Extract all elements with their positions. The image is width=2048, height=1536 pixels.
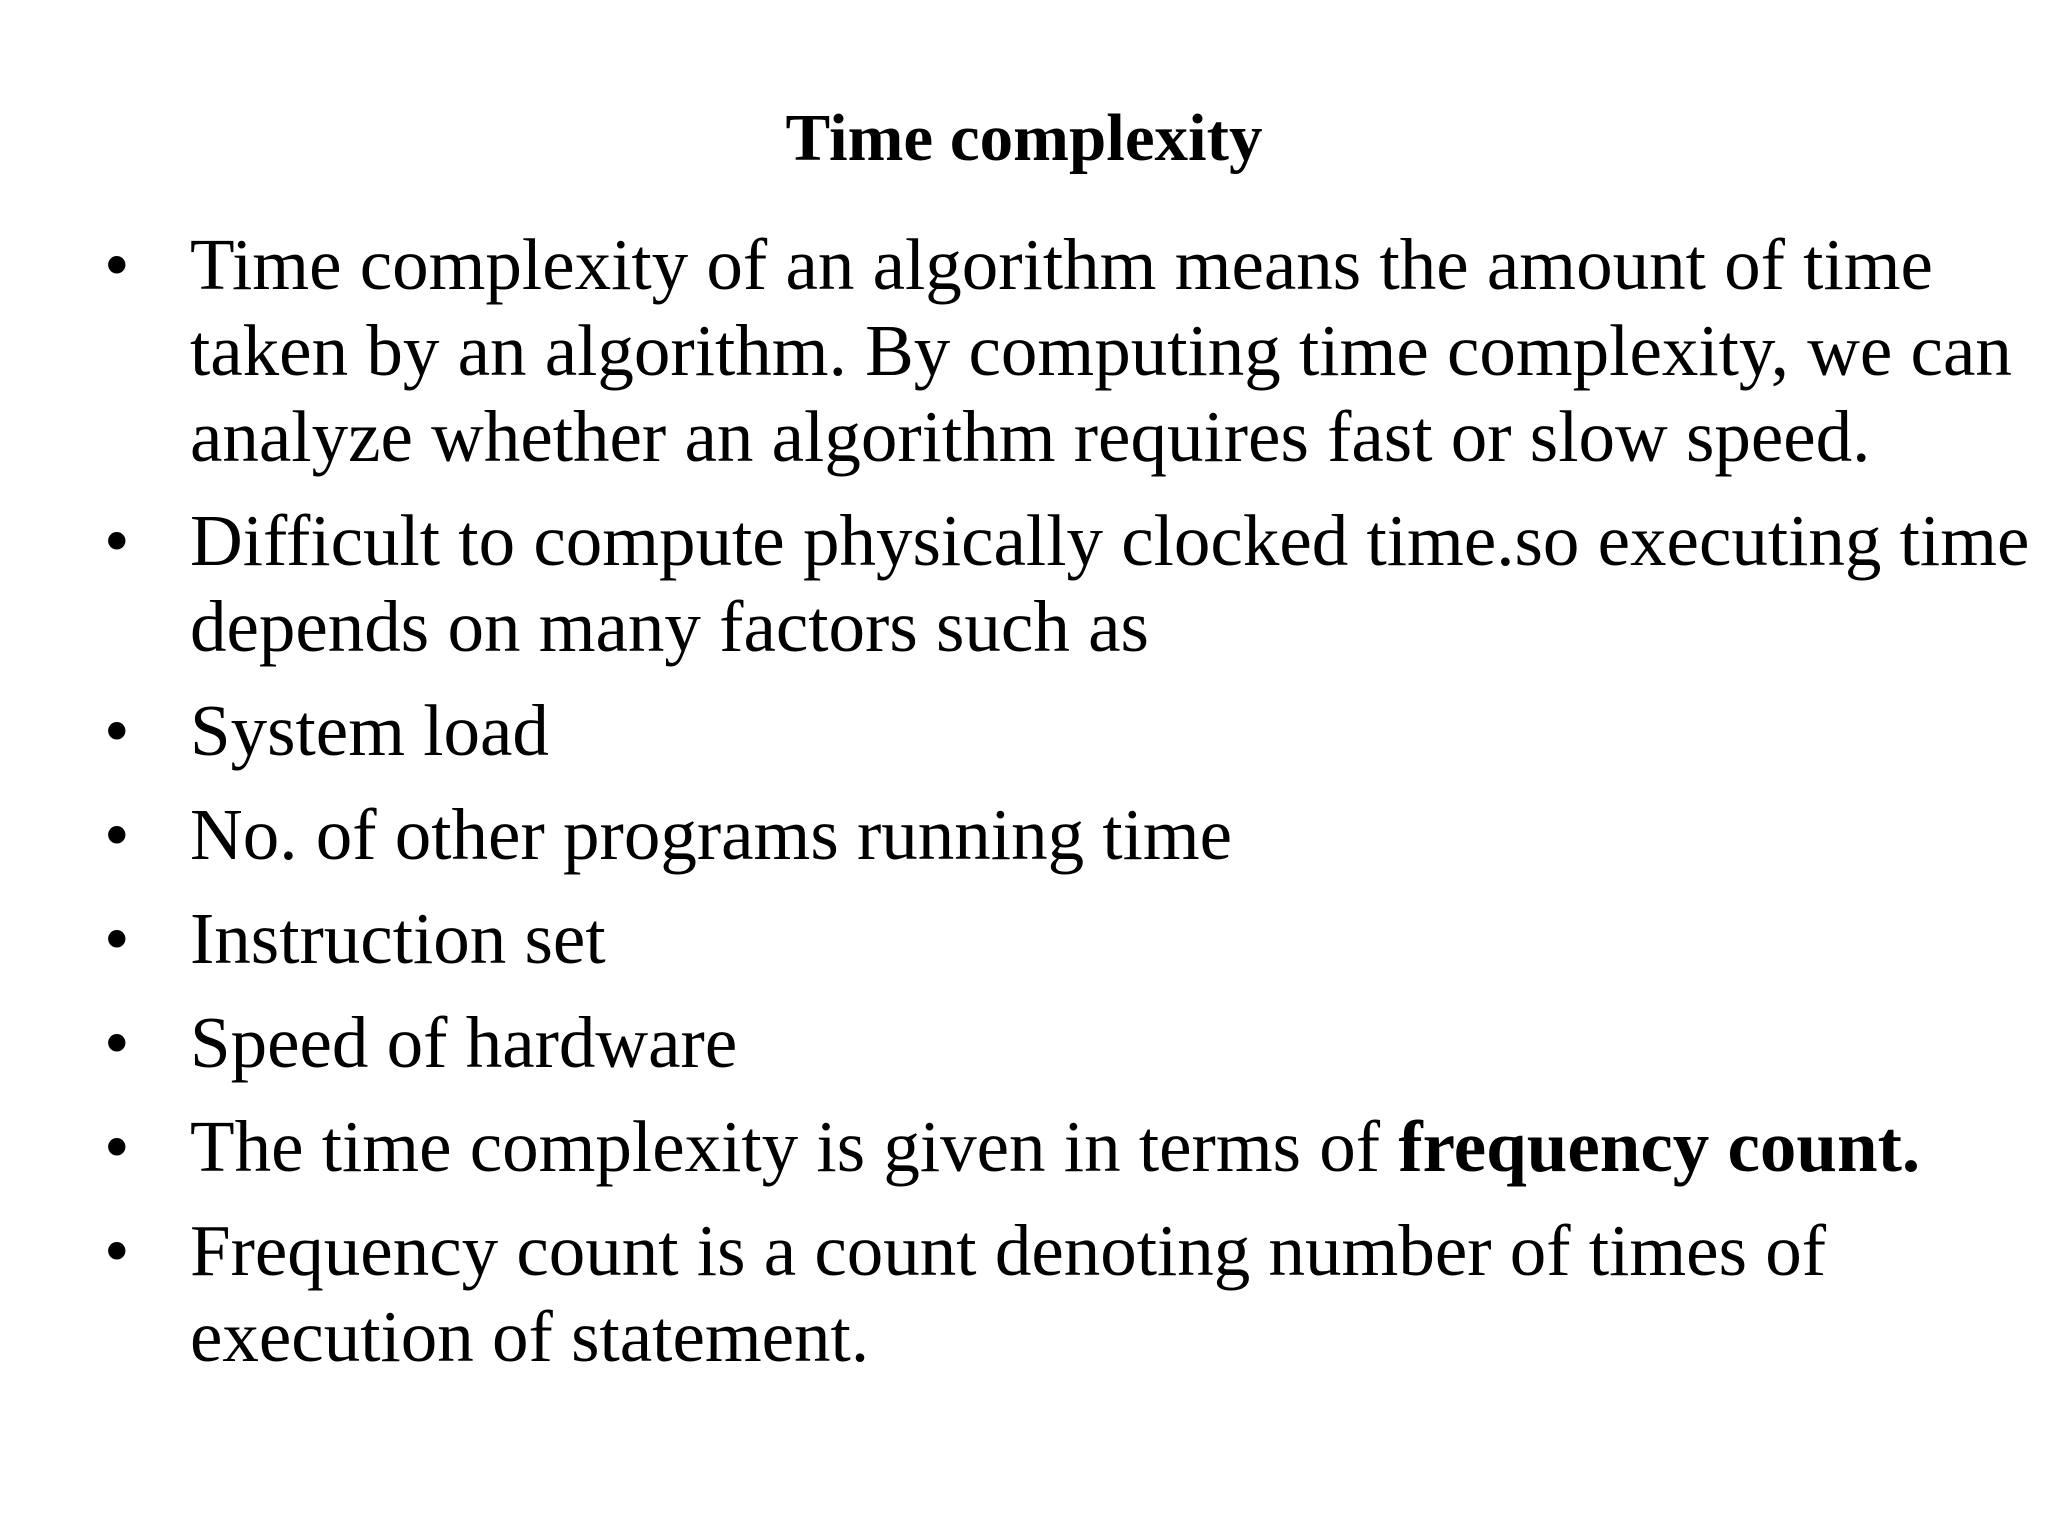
bullet-text: No. of other programs running time xyxy=(190,794,1233,875)
bullet-dot-icon: • xyxy=(104,1106,130,1187)
bullet-text: Frequency count is a count denoting number of times of execution of statement. xyxy=(190,1210,1827,1377)
bullet-item-speed-of-hardware xyxy=(104,1000,2034,1086)
bullet-dot-icon: • xyxy=(104,690,130,771)
bullet-text: System load xyxy=(190,690,549,771)
slide-title: Time complexity xyxy=(785,101,1263,175)
bullet-item-time-complexity-definition xyxy=(104,222,2034,480)
bullet-dot-icon: • xyxy=(104,1210,130,1291)
bullet-text: Time complexity of an algorithm means the amount of time taken by an algorithm. By computing time complexity, we can analyze whether an algorithm requires fast or slow speed. xyxy=(190,224,2012,477)
bullet-text: Difficult to compute physically clocked time.so executing time depends on many factors such as xyxy=(190,500,2030,667)
bullet-text: Speed of hardware xyxy=(190,1002,738,1083)
bullet-list xyxy=(104,222,2034,1398)
bullet-item-difficult-to-compute xyxy=(104,498,2034,670)
bullet-item-other-programs xyxy=(104,792,2034,878)
bullet-dot-icon: • xyxy=(104,1002,130,1083)
bullet-bold-text: frequency count. xyxy=(1398,1106,1921,1187)
bullet-dot-icon: • xyxy=(104,794,130,875)
bullet-item-system-load xyxy=(104,688,2034,774)
bullet-dot-icon: • xyxy=(104,500,130,581)
bullet-item-frequency-count-terms xyxy=(104,1104,2034,1190)
bullet-text: The time complexity is given in terms of xyxy=(190,1106,1399,1187)
bullet-item-instruction-set xyxy=(104,896,2034,982)
bullet-item-frequency-count-definition xyxy=(104,1208,2034,1380)
bullet-text: Instruction set xyxy=(190,898,606,979)
bullet-dot-icon: • xyxy=(104,898,130,979)
bullet-dot-icon: • xyxy=(104,224,130,305)
